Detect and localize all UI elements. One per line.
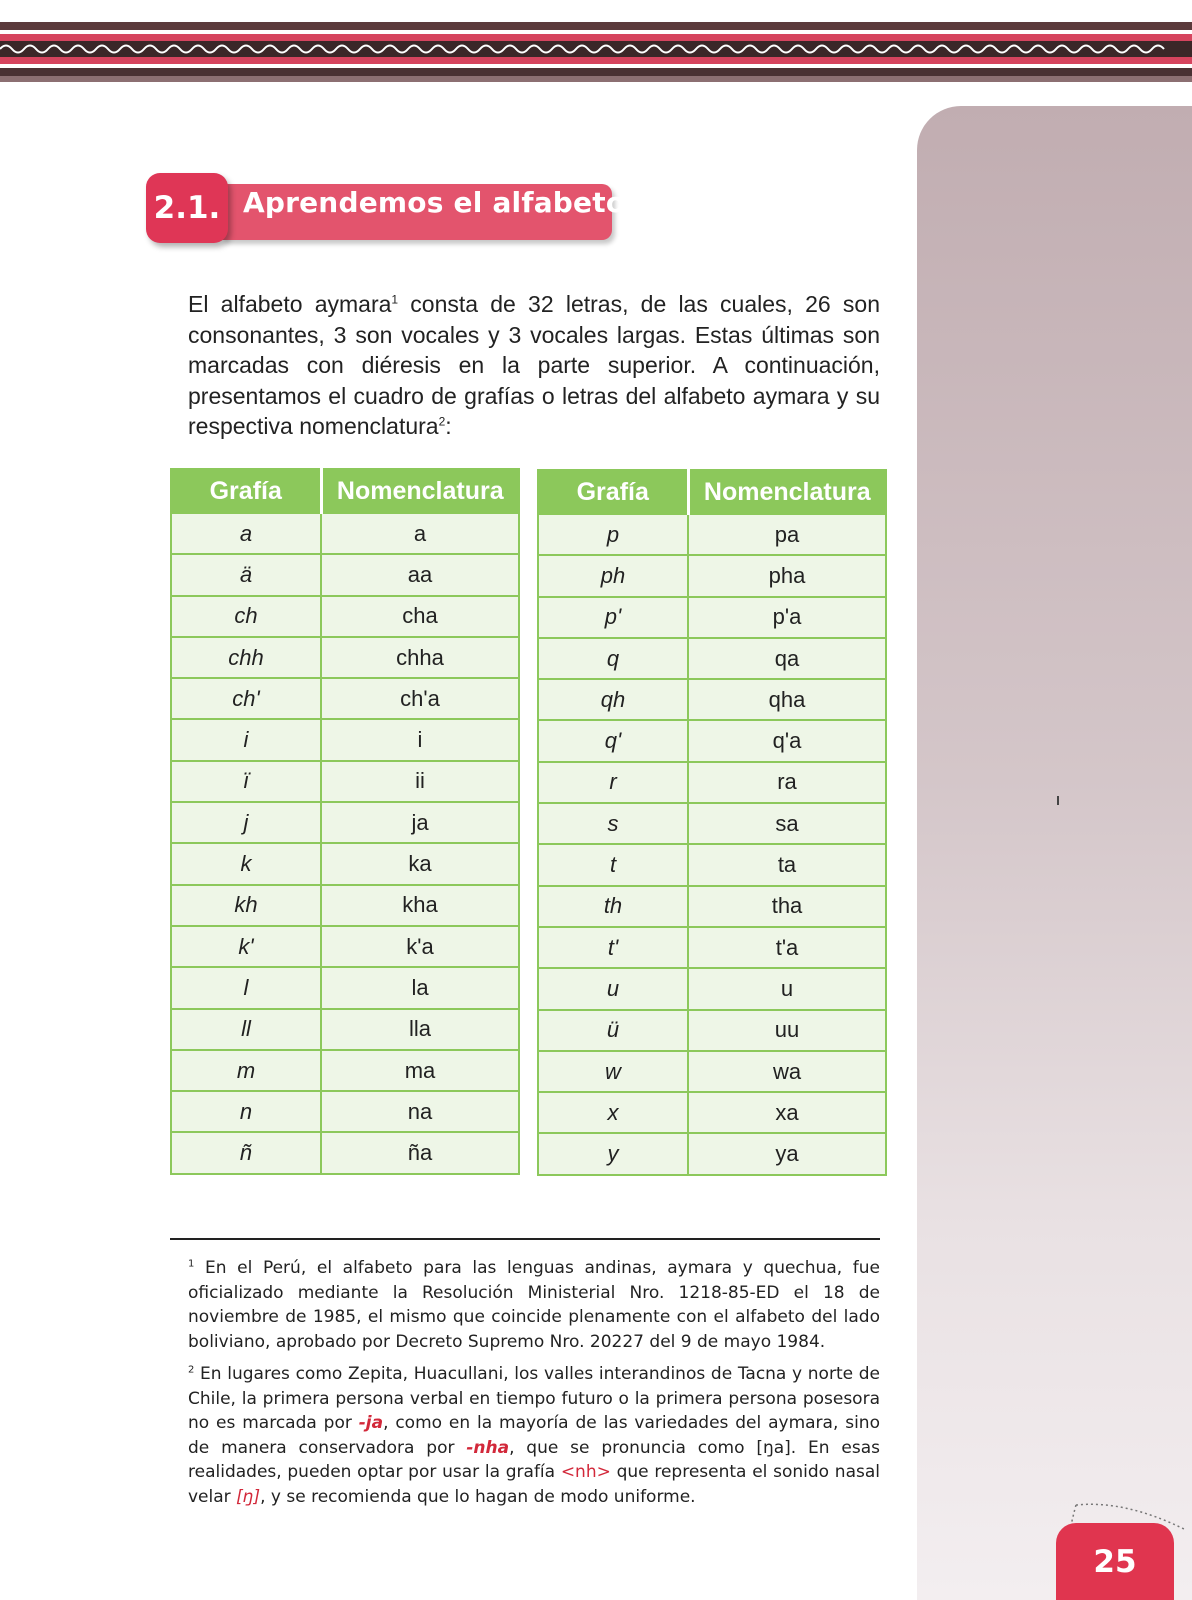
table-row [171,885,519,926]
footnote-2-text-e: , y se recomienda que lo hagan de modo uniforme. [260,1486,696,1507]
footnote-2-nh: <nh> [560,1462,611,1483]
nomenclatura-cell: qa [688,638,886,679]
grafia-cell: x [538,1092,688,1133]
section-title: Aprendemos el alfabeto [243,186,626,219]
grafia-cell: i [171,719,321,760]
grafia-cell: ñ [171,1132,321,1173]
footnote-ref-1: 1 [391,292,399,307]
col-header-nomenclatura: Nomenclatura [688,470,886,514]
table-row [171,1050,519,1091]
table-row [538,1010,886,1051]
nomenclatura-cell: wa [688,1051,886,1092]
grafia-cell: t' [538,927,688,968]
grafia-cell: q' [538,720,688,761]
table-row [538,1092,886,1133]
nomenclatura-cell: ch'a [321,678,519,719]
grafia-cell: ü [538,1010,688,1051]
nomenclatura-cell: uu [688,1010,886,1051]
grafia-cell: ll [171,1009,321,1050]
table-row [171,719,519,760]
col-header-nomenclatura: Nomenclatura [321,469,519,513]
alphabet-table-left [170,468,520,1175]
grafia-cell: th [538,886,688,927]
nomenclatura-cell: u [688,968,886,1009]
table-row [171,1009,519,1050]
footnote-2-ja: -ja [358,1413,384,1434]
grafia-cell: kh [171,885,321,926]
nomenclatura-cell: na [321,1091,519,1132]
nomenclatura-cell: lla [321,1009,519,1050]
nomenclatura-cell: aa [321,554,519,595]
grafia-cell: q [538,638,688,679]
grafia-cell: s [538,803,688,844]
nomenclatura-cell: xa [688,1092,886,1133]
grafia-cell: w [538,1051,688,1092]
table-row [171,926,519,967]
intro-paragraph [188,289,880,442]
section-number: 2.1. [146,173,228,243]
nomenclatura-cell: ma [321,1050,519,1091]
nomenclatura-cell: tha [688,886,886,927]
page-number: 25 [1056,1523,1174,1600]
intro-text-3: : [445,413,452,440]
nomenclatura-cell: cha [321,596,519,637]
table-row [538,514,886,555]
table-row [171,761,519,802]
table-row [171,596,519,637]
nomenclatura-cell: i [321,719,519,760]
col-header-grafia: Grafía [171,469,321,513]
table-row [538,803,886,844]
alphabet-table-right [537,469,887,1176]
grafia-cell: j [171,802,321,843]
grafia-cell: u [538,968,688,1009]
table-row [538,844,886,885]
nomenclatura-cell: ka [321,843,519,884]
grafia-cell: l [171,967,321,1008]
nomenclatura-cell: pa [688,514,886,555]
table-row [538,1051,886,1092]
table-row [538,555,886,596]
grafia-cell: chh [171,637,321,678]
nomenclatura-cell: t'a [688,927,886,968]
footnote-1-text: En el Perú, el alfabeto para las lenguas andinas, aymara y quechua, fue oficializado mediante la Resolución Ministerial Nro. 1218-85-ED el 18 de noviembre de 1985, el mismo que coincide plenamente con el alfabeto del lado boliviano, aprobado por Decreto Supremo Nro. 20227 del 9 de mayo 1984. [188,1258,880,1352]
grafia-cell: ch [171,596,321,637]
grafia-cell: y [538,1133,688,1174]
table-row [171,678,519,719]
nomenclatura-cell: k'a [321,926,519,967]
nomenclatura-cell: ii [321,761,519,802]
table-row [171,1091,519,1132]
nomenclatura-cell: kha [321,885,519,926]
nomenclatura-cell: ta [688,844,886,885]
decorative-header-band [0,22,1192,86]
footnote-2-text-a: En lugares como Zepita, Huacullani, los valles interandinos de Tacna y norte de Chile, la primera persona verbal en tiempo futuro o la primera persona posesora no es marcada por [188,1364,880,1434]
intro-text-1: El alfabeto aymara [188,291,392,317]
footnote-1-mark: 1 [188,1258,195,1270]
grafia-cell: k [171,843,321,884]
table-row [538,720,886,761]
intro-text-2: consta de 32 letras, de las cuales, 26 son consonantes, 3 son vocales y 3 vocales largas. Estas últimas son marcadas con diéresis en la parte superior. A continuación, presentamos el cuadro de grafías o letras del alfabeto aymara y su respectiva nomenclatura [188,291,880,440]
grafia-cell: ch' [171,678,321,719]
table-row [538,1133,886,1174]
grafia-cell: k' [171,926,321,967]
table-row [538,886,886,927]
col-header-grafia: Grafía [538,470,688,514]
table-row [171,513,519,554]
table-row [538,762,886,803]
footnote-2 [188,1362,880,1510]
table-row [171,967,519,1008]
table-row [171,554,519,595]
nomenclatura-cell: ra [688,762,886,803]
nomenclatura-cell: la [321,967,519,1008]
footnote-separator [170,1238,880,1240]
nomenclatura-cell: p'a [688,597,886,638]
grafia-cell: p' [538,597,688,638]
grafia-cell: ï [171,761,321,802]
nomenclatura-cell: sa [688,803,886,844]
grafia-cell: ä [171,554,321,595]
table-row [538,927,886,968]
grafia-cell: p [538,514,688,555]
footnote-2-text-c: , que se pronuncia como [ŋa]. En esas realidades, pueden optar por usar la grafía [188,1437,880,1483]
right-sidebar-panel [917,106,1192,1600]
table-row [171,1132,519,1173]
grafia-cell: t [538,844,688,885]
grafia-cell: r [538,762,688,803]
nomenclatura-cell: ya [688,1133,886,1174]
footnote-ref-2: 2 [438,414,446,429]
nomenclatura-cell: qha [688,679,886,720]
table-row [538,597,886,638]
table-row [171,637,519,678]
footnote-2-mark: 2 [188,1364,195,1376]
grafia-cell: qh [538,679,688,720]
table-row [538,638,886,679]
nomenclatura-cell: q'a [688,720,886,761]
footnote-2-ng: [ŋ] [236,1486,261,1507]
footnote-2-text-b: , como en la mayoría de las variedades del aymara, sino de manera conservadora por [188,1413,880,1458]
grafia-cell: ph [538,555,688,596]
table-row [171,843,519,884]
table-row [171,802,519,843]
nomenclatura-cell: a [321,513,519,554]
footnote-1 [188,1256,880,1354]
grafia-cell: a [171,513,321,554]
nomenclatura-cell: pha [688,555,886,596]
table-row [538,679,886,720]
footnote-2-text-d: que representa el sonido nasal velar [188,1462,880,1507]
nomenclatura-cell: ja [321,802,519,843]
grafia-cell: n [171,1091,321,1132]
nomenclatura-cell: chha [321,637,519,678]
footnote-2-nha: -nha [466,1437,510,1458]
nomenclatura-cell: ña [321,1132,519,1173]
sidebar-mark [1057,796,1059,805]
grafia-cell: m [171,1050,321,1091]
table-row [538,968,886,1009]
